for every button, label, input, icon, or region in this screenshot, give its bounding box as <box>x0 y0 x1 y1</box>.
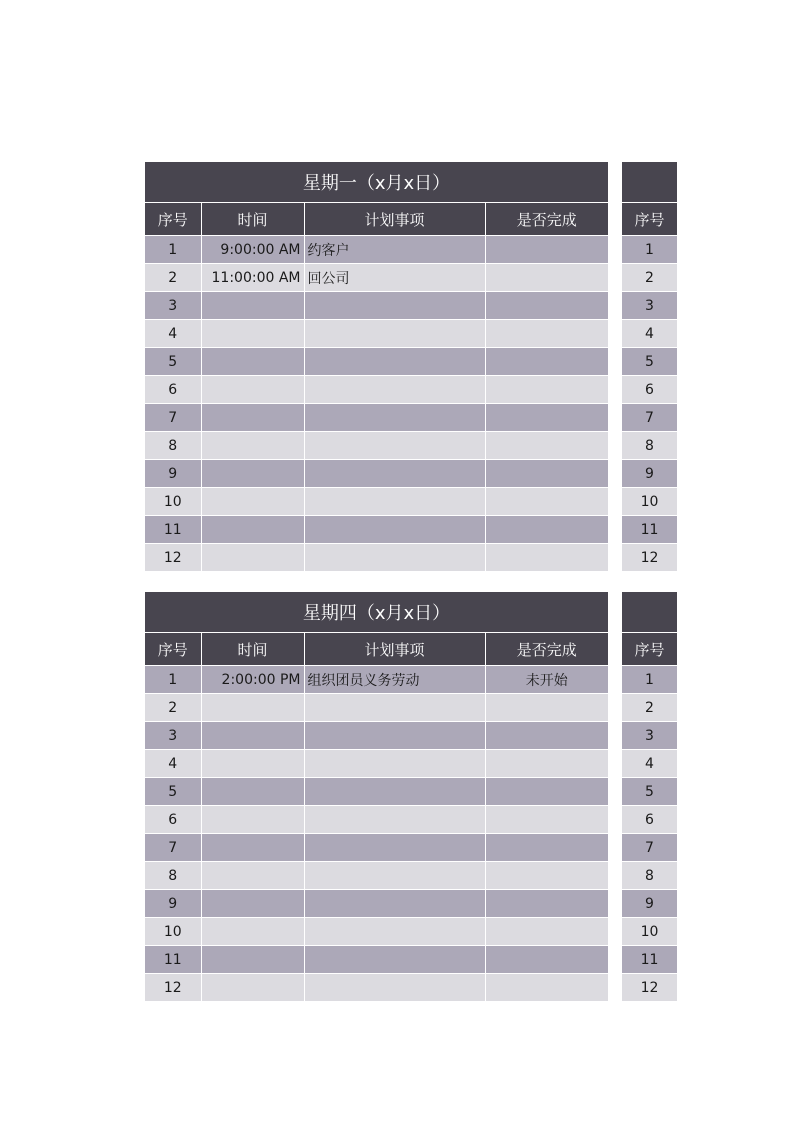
row-task[interactable] <box>304 834 485 862</box>
table-row <box>622 292 677 320</box>
table-row <box>145 750 608 778</box>
row-done[interactable] <box>485 834 608 862</box>
row-num: 6 <box>622 806 677 834</box>
row-task[interactable] <box>304 292 485 320</box>
table-row <box>622 890 677 918</box>
table-row <box>145 376 608 404</box>
row-num: 11 <box>145 516 201 544</box>
table-row <box>145 236 608 264</box>
row-task[interactable] <box>304 890 485 918</box>
row-done[interactable] <box>485 890 608 918</box>
row-time[interactable] <box>201 348 304 376</box>
row-done[interactable] <box>485 918 608 946</box>
table-row <box>145 432 608 460</box>
table-row <box>145 320 608 348</box>
row-done[interactable] <box>485 946 608 974</box>
header-done: 是否完成 <box>485 203 608 236</box>
row-task[interactable] <box>304 404 485 432</box>
day-title-thursday: 星期四（x月x日） <box>145 592 608 632</box>
header-num: 序号 <box>622 203 677 236</box>
row-done[interactable] <box>485 236 608 264</box>
row-task[interactable] <box>304 516 485 544</box>
table-row <box>622 488 677 516</box>
row-num: 9 <box>145 460 201 488</box>
row-time[interactable] <box>201 544 304 572</box>
schedule-table-thursday <box>145 632 608 1001</box>
table-row <box>145 918 608 946</box>
row-num: 9 <box>622 460 677 488</box>
row-task[interactable]: 组织团员义务劳动 <box>304 666 485 694</box>
row-task[interactable] <box>304 778 485 806</box>
row-time[interactable] <box>201 488 304 516</box>
header-num: 序号 <box>145 633 201 666</box>
table-row <box>622 722 677 750</box>
table-row <box>145 516 608 544</box>
row-num: 9 <box>145 890 201 918</box>
header-num: 序号 <box>145 203 201 236</box>
row-task[interactable] <box>304 432 485 460</box>
row-num: 1 <box>622 666 677 694</box>
table-row <box>622 974 677 1002</box>
header-time: 时间 <box>201 203 304 236</box>
row-num: 11 <box>622 516 677 544</box>
row-task[interactable] <box>304 974 485 1002</box>
row-num: 4 <box>622 320 677 348</box>
table-row <box>145 404 608 432</box>
table-row <box>622 918 677 946</box>
row-task[interactable] <box>304 722 485 750</box>
row-time[interactable] <box>201 806 304 834</box>
row-time[interactable] <box>201 834 304 862</box>
row-task[interactable] <box>304 320 485 348</box>
table-row <box>622 404 677 432</box>
table-row <box>145 806 608 834</box>
row-time[interactable]: 11:00:00 AM <box>201 264 304 292</box>
row-num: 5 <box>145 348 201 376</box>
row-num: 2 <box>145 694 201 722</box>
table-row <box>145 834 608 862</box>
row-task[interactable] <box>304 750 485 778</box>
row-num: 1 <box>622 236 677 264</box>
schedule-table-partial-top <box>622 202 677 571</box>
row-num: 8 <box>145 862 201 890</box>
table-row <box>622 320 677 348</box>
schedule-table-partial-bottom <box>622 632 677 1001</box>
table-row <box>145 862 608 890</box>
row-num: 10 <box>622 488 677 516</box>
row-task[interactable] <box>304 694 485 722</box>
row-time[interactable] <box>201 890 304 918</box>
table-row <box>622 376 677 404</box>
row-num: 11 <box>622 946 677 974</box>
header-time: 时间 <box>201 633 304 666</box>
row-num: 4 <box>622 750 677 778</box>
row-done[interactable] <box>485 404 608 432</box>
row-done[interactable] <box>485 376 608 404</box>
row-num: 3 <box>622 722 677 750</box>
row-task[interactable] <box>304 376 485 404</box>
table-row <box>145 544 608 572</box>
row-num: 10 <box>145 488 201 516</box>
header-done: 是否完成 <box>485 633 608 666</box>
row-num: 1 <box>145 236 201 264</box>
row-done[interactable] <box>485 516 608 544</box>
table-row <box>622 694 677 722</box>
table-row <box>622 544 677 572</box>
table-row <box>622 750 677 778</box>
row-num: 7 <box>145 834 201 862</box>
table-row <box>622 432 677 460</box>
table-row <box>145 778 608 806</box>
table-row <box>145 460 608 488</box>
row-time[interactable] <box>201 778 304 806</box>
row-num: 6 <box>622 376 677 404</box>
table-row <box>145 264 608 292</box>
table-row <box>145 722 608 750</box>
row-time[interactable] <box>201 516 304 544</box>
row-done[interactable] <box>485 974 608 1002</box>
row-num: 5 <box>622 778 677 806</box>
row-time[interactable] <box>201 460 304 488</box>
row-done[interactable] <box>485 750 608 778</box>
row-time[interactable] <box>201 946 304 974</box>
row-task[interactable] <box>304 348 485 376</box>
day-title-partial <box>622 162 677 202</box>
table-row <box>622 946 677 974</box>
row-num: 6 <box>145 376 201 404</box>
row-num: 5 <box>145 778 201 806</box>
row-done[interactable] <box>485 264 608 292</box>
day-title-partial <box>622 592 677 632</box>
table-row <box>145 488 608 516</box>
row-done[interactable] <box>485 694 608 722</box>
row-time[interactable] <box>201 404 304 432</box>
table-row <box>622 834 677 862</box>
row-task[interactable] <box>304 862 485 890</box>
row-num: 4 <box>145 750 201 778</box>
row-time[interactable]: 2:00:00 PM <box>201 666 304 694</box>
row-time[interactable] <box>201 432 304 460</box>
row-done[interactable]: 未开始 <box>485 666 608 694</box>
row-task[interactable] <box>304 544 485 572</box>
row-num: 2 <box>145 264 201 292</box>
row-time[interactable] <box>201 974 304 1002</box>
row-num: 5 <box>622 348 677 376</box>
row-task[interactable] <box>304 806 485 834</box>
row-num: 3 <box>622 292 677 320</box>
row-task[interactable]: 回公司 <box>304 264 485 292</box>
row-num: 6 <box>145 806 201 834</box>
row-done[interactable] <box>485 862 608 890</box>
row-time[interactable]: 9:00:00 AM <box>201 236 304 264</box>
row-time[interactable] <box>201 722 304 750</box>
row-num: 8 <box>145 432 201 460</box>
row-num: 7 <box>622 404 677 432</box>
header-task: 计划事项 <box>304 203 485 236</box>
row-done[interactable] <box>485 488 608 516</box>
row-num: 12 <box>145 974 201 1002</box>
row-time[interactable] <box>201 376 304 404</box>
row-num: 2 <box>622 694 677 722</box>
row-num: 4 <box>145 320 201 348</box>
table-row <box>622 460 677 488</box>
row-num: 12 <box>145 544 201 572</box>
row-num: 1 <box>145 666 201 694</box>
row-done[interactable] <box>485 778 608 806</box>
schedule-table-monday <box>145 202 608 571</box>
row-num: 11 <box>145 946 201 974</box>
row-num: 12 <box>622 544 677 572</box>
row-done[interactable] <box>485 320 608 348</box>
table-row <box>145 890 608 918</box>
row-num: 8 <box>622 862 677 890</box>
row-done[interactable] <box>485 544 608 572</box>
table-row <box>622 778 677 806</box>
table-row <box>622 236 677 264</box>
table-row <box>145 292 608 320</box>
row-task[interactable] <box>304 488 485 516</box>
day-title-monday: 星期一（x月x日） <box>145 162 608 202</box>
row-num: 7 <box>622 834 677 862</box>
header-num: 序号 <box>622 633 677 666</box>
table-row <box>622 264 677 292</box>
row-time[interactable] <box>201 918 304 946</box>
table-row <box>145 694 608 722</box>
row-time[interactable] <box>201 694 304 722</box>
row-done[interactable] <box>485 432 608 460</box>
row-num: 12 <box>622 974 677 1002</box>
row-done[interactable] <box>485 806 608 834</box>
table-row <box>622 806 677 834</box>
row-done[interactable] <box>485 348 608 376</box>
table-row <box>145 348 608 376</box>
row-task[interactable]: 约客户 <box>304 236 485 264</box>
row-time[interactable] <box>201 862 304 890</box>
table-row <box>145 946 608 974</box>
table-row <box>622 348 677 376</box>
row-done[interactable] <box>485 460 608 488</box>
table-row <box>622 516 677 544</box>
table-row <box>145 974 608 1002</box>
row-done[interactable] <box>485 722 608 750</box>
row-time[interactable] <box>201 292 304 320</box>
table-row <box>145 666 608 694</box>
row-task[interactable] <box>304 918 485 946</box>
header-task: 计划事项 <box>304 633 485 666</box>
row-num: 10 <box>622 918 677 946</box>
row-time[interactable] <box>201 750 304 778</box>
row-num: 9 <box>622 890 677 918</box>
table-row <box>622 666 677 694</box>
row-num: 3 <box>145 292 201 320</box>
row-done[interactable] <box>485 292 608 320</box>
row-num: 10 <box>145 918 201 946</box>
row-time[interactable] <box>201 320 304 348</box>
row-task[interactable] <box>304 946 485 974</box>
row-num: 2 <box>622 264 677 292</box>
row-num: 7 <box>145 404 201 432</box>
row-num: 3 <box>145 722 201 750</box>
row-num: 8 <box>622 432 677 460</box>
row-task[interactable] <box>304 460 485 488</box>
table-row <box>622 862 677 890</box>
